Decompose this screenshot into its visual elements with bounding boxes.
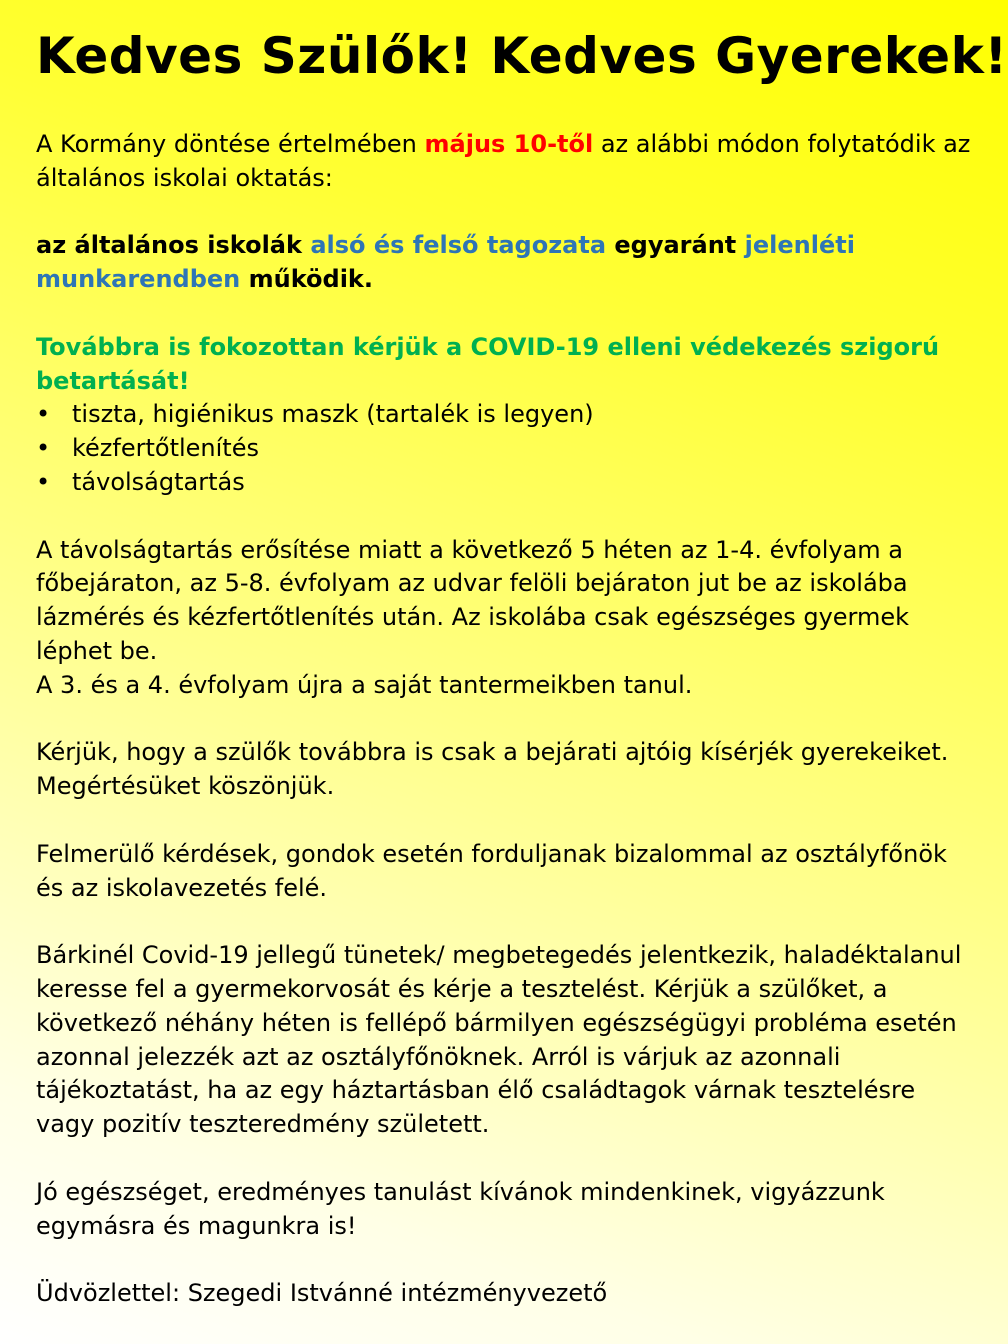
list-item [36, 432, 972, 466]
date-highlight: május 10-től [424, 130, 594, 158]
list-item-text: kézfertőtlenítés [72, 434, 259, 463]
questions-paragraph: Felmerülő kérdések, gondok esetén forduljanak bizalommal az osztályfőnök és az iskolavezetés felé. [36, 839, 947, 902]
mode-blue-2: jelenléti munkarendben [36, 231, 855, 294]
notice-body [36, 128, 972, 1311]
bullet-icon: • [36, 434, 51, 463]
list-item [36, 398, 972, 432]
bullet-icon: • [36, 467, 51, 496]
bullet-icon: • [36, 400, 51, 429]
parents-paragraph: Kérjük, hogy a szülők továbbra is csak a bejárati ajtóig kísérjék gyerekeiket. Megértésüket köszönjük. [36, 738, 949, 801]
mode-blue-1: alsó és felső tagozata [310, 231, 607, 260]
signature: Üdvözlettel: Szegedi Istvánné intézményvezető [36, 1279, 608, 1308]
intro-text-end: az alábbi módon folytatódik az általános iskolai oktatás: [36, 130, 971, 192]
page-title: Kedves Szülők! Kedves Gyerekek! [36, 27, 1008, 85]
intro-text-start: A Kormány döntése értelmében [36, 130, 425, 158]
classroom-line: A 3. és a 4. évfolyam újra a saját tantermeikben tanul. [36, 670, 693, 699]
wishes-paragraph: Jó egészséget, eredményes tanulást kívánok mindenkinek, vigyázzunk egymásra és magunkra is! [36, 1177, 885, 1240]
list-item [36, 466, 972, 500]
symptoms-paragraph: Bárkinél Covid-19 jellegű tünetek/ megbetegedés jelentkezik, haladéktalanul keresse fel a gyermekorvosát és kérje a tesztelést. Kérjük a szülőket, a következő néhány héten is fellépő bármilyen egészségügyi probléma esetén azonnal jelezzék azt az osztályfőnöknek. Arról is várjuk az azonnali tájékoztatást, ha az egy háztartásban élő családtagok várnak tesztelésre vagy pozitív teszteredmény született. [36, 941, 962, 1139]
covid-notice: Továbbra is fokozottan kérjük a COVID-19 elleni védekezés szigorú betartását! [36, 332, 940, 395]
mode-text-1: az általános iskolák [36, 231, 311, 260]
teaching-mode-paragraph [36, 229, 972, 297]
intro-paragraph [36, 128, 972, 196]
list-item-text: távolságtartás [72, 467, 245, 496]
mode-text-3: működik. [240, 265, 374, 294]
entrance-paragraph: A távolságtartás erősítése miatt a következő 5 héten az 1-4. évfolyam a főbejáraton, az 5-8. évfolyam az udvar felöli bejáraton jut be az iskolába lázmérés és kézfertőtlenítés után. Az iskolába csak egészséges gyermek léphet be. [36, 535, 910, 665]
mode-text-2: egyaránt [606, 231, 745, 260]
list-item-text: tiszta, higiénikus maszk (tartalék is legyen) [72, 400, 594, 429]
rules-list [36, 398, 972, 499]
